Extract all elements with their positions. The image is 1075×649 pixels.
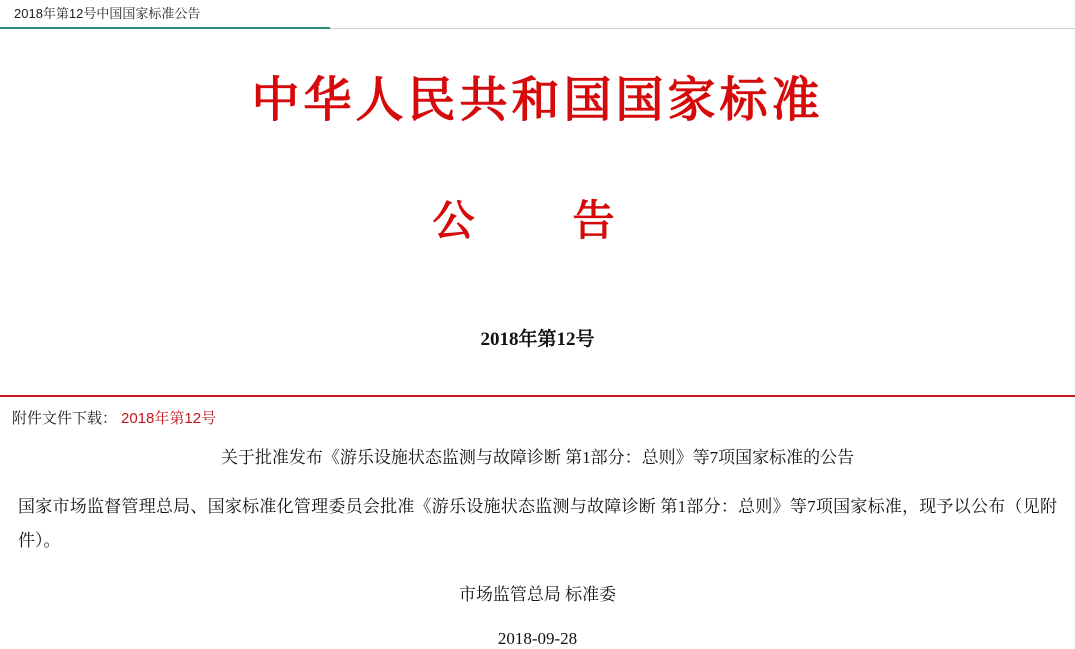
document-date: 2018-09-28 [497,629,578,648]
attachment-row [0,407,1075,428]
attachment-download-link[interactable]: 2018年第12号 [121,410,217,427]
document-signature: 市场监管总局 标准委 [458,585,617,604]
divider [0,395,1075,397]
document-body: 国家市场监督管理总局、国家标准化管理委员会批准《游乐设施状态监测与故障诊断 第1部分：总则》等7项国家标准，现予以公布（见附件）。 [18,497,1057,550]
tab-announcement[interactable]: 2018年第12号中国国家标准公告 [14,6,201,21]
issue-number: 2018年第12号 [480,329,595,350]
attachment-label: 附件文件下载： [12,410,118,427]
tab-active-underline [0,27,330,29]
document-title: 关于批准发布《游乐设施状态监测与故障诊断 第1部分：总则》等7项国家标准的公告 [220,448,855,467]
page-subtitle: 公 告 [432,199,643,245]
document-content [0,444,1075,649]
page-title: 中华人民共和国国家标准 [251,74,824,127]
tab-bar [0,0,1075,29]
